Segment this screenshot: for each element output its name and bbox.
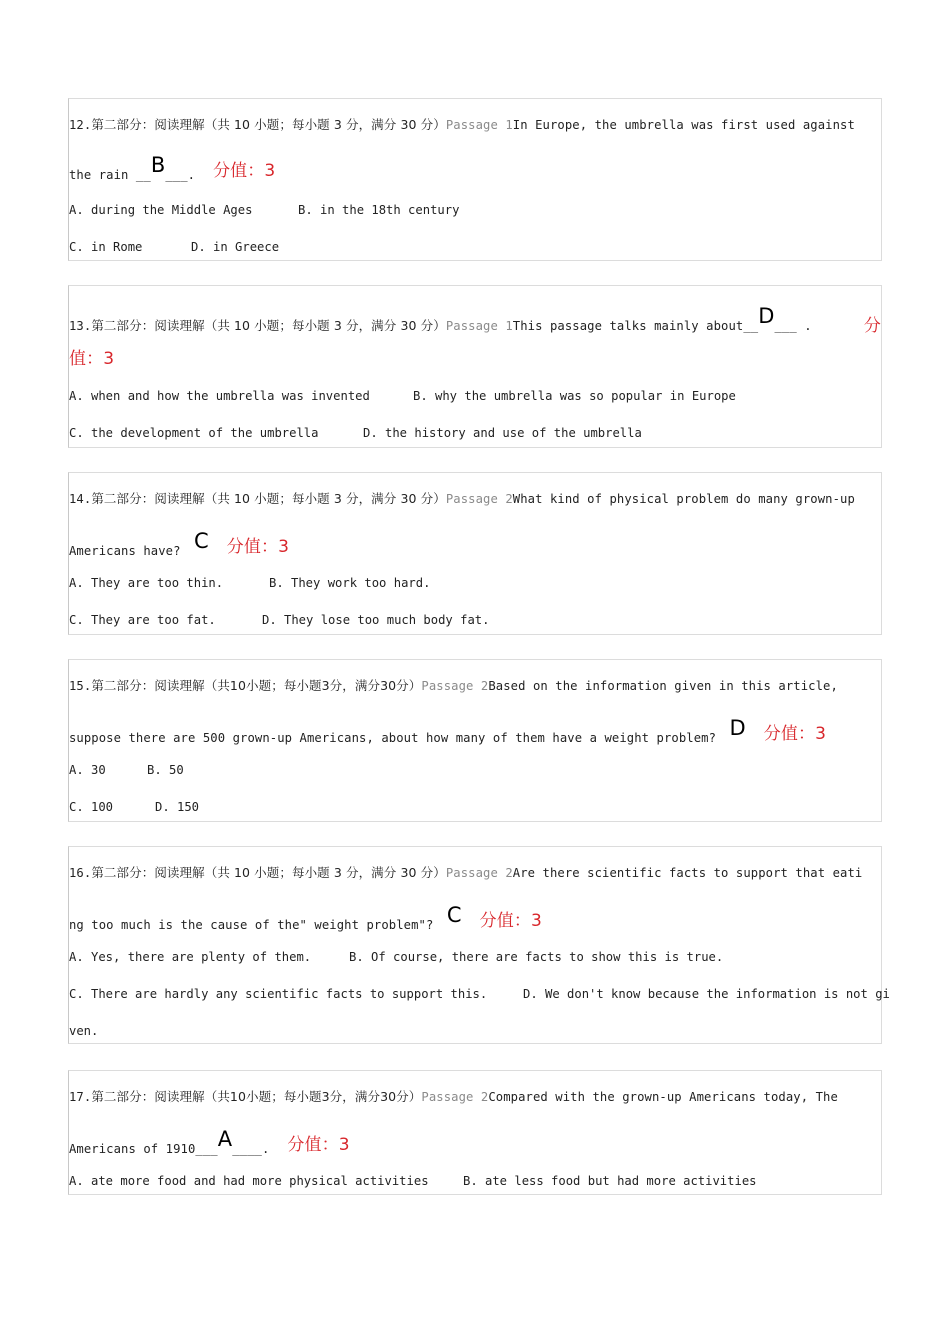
option-b: B. Of course, there are facts to show this is true. xyxy=(349,950,724,964)
option-a: A. ate more food and had more physical activities xyxy=(69,1174,429,1188)
option-c: C. in Rome xyxy=(69,240,143,254)
question-text: Are there scientific facts to support that eati xyxy=(512,866,863,880)
option-d: D. 150 xyxy=(155,800,200,814)
question-text: ___ . xyxy=(774,319,812,333)
option-c: C. 100 xyxy=(69,800,114,814)
question-text: ___. xyxy=(165,168,196,182)
answer-mark: D xyxy=(758,304,775,328)
answer-mark: B xyxy=(150,153,166,177)
answer-mark: C xyxy=(194,529,209,553)
option-d: D. the history and use of the umbrella xyxy=(363,426,642,440)
option-a: A. during the Middle Ages xyxy=(69,203,253,217)
question-stem-line-1 xyxy=(69,1087,881,1105)
option-c: C. They are too fat. xyxy=(69,613,216,627)
question-17 xyxy=(68,1070,882,1195)
question-stem-line-1 xyxy=(69,304,881,339)
question-14 xyxy=(68,472,882,635)
question-text: Based on the information given in this article, xyxy=(488,679,838,693)
option-c: C. There are hardly any scientific facts to support this. xyxy=(69,987,488,1001)
question-12 xyxy=(68,98,882,261)
passage-label: Passage 2 xyxy=(445,866,513,880)
question-stem-line-1 xyxy=(69,489,881,507)
question-text: What kind of physical problem do many grown-up xyxy=(512,492,855,506)
question-number: 15. xyxy=(69,679,92,693)
passage-label: Passage 2 xyxy=(421,1090,489,1104)
question-text: the rain __ xyxy=(69,168,151,182)
option-d: D. in Greece xyxy=(191,240,280,254)
question-text: Compared with the grown-up Americans today, The xyxy=(488,1090,838,1104)
option-b: B. why the umbrella was so popular in Europe xyxy=(413,389,736,403)
passage-label: Passage 1 xyxy=(445,319,513,333)
question-stem-line-1 xyxy=(69,676,881,694)
question-16 xyxy=(68,846,890,1044)
question-stem-line-2 xyxy=(69,1123,881,1173)
question-text: ng too much is the cause of the" weight problem"? xyxy=(69,918,434,932)
option-a: A. when and how the umbrella was invented xyxy=(69,389,370,403)
question-stem-line-2 xyxy=(69,712,881,762)
question-text: In Europe, the umbrella was first used against xyxy=(512,118,855,132)
option-b: B. in the 18th century xyxy=(298,203,460,217)
question-number: 17. xyxy=(69,1090,92,1104)
section-label: 第二部分：阅读理解（共10小题；每小题3分，满分30分） xyxy=(91,678,422,693)
question-text: Americans of 1910___ xyxy=(69,1142,218,1156)
section-label: 第二部分：阅读理解（共10小题；每小题3分，满分30分） xyxy=(91,1089,422,1104)
question-stem-line-2 xyxy=(69,151,881,199)
score-label: 值：3 xyxy=(69,349,115,368)
question-text: Americans have? xyxy=(69,544,181,558)
question-stem-line-1 xyxy=(69,863,881,881)
question-text: suppose there are 500 grown-up Americans, about how many of them have a weight problem? xyxy=(69,731,717,745)
option-b: B. They work too hard. xyxy=(269,576,431,590)
question-stem-line-2 xyxy=(69,899,881,949)
question-stem-line-2 xyxy=(69,525,881,575)
question-number: 14. xyxy=(69,492,92,506)
option-b: B. 50 xyxy=(147,763,184,777)
question-13 xyxy=(68,285,882,448)
question-number: 13. xyxy=(69,319,92,333)
section-label: 第二部分：阅读理解（共 10 小题；每小题 3 分，满分 30 分） xyxy=(91,318,446,333)
question-stem-line-1 xyxy=(69,115,881,133)
question-text: This passage talks mainly about__ xyxy=(512,319,759,333)
score-label: 分值：3 xyxy=(287,1135,350,1155)
answer-mark: D xyxy=(729,716,746,740)
question-number: 16. xyxy=(69,866,92,880)
option-d: D. We don't know because the information is not gi xyxy=(523,987,890,1001)
score-label: 分值：3 xyxy=(763,724,826,744)
question-number: 12. xyxy=(69,118,92,132)
answer-mark: C xyxy=(446,903,462,927)
option-a: A. They are too thin. xyxy=(69,576,224,590)
score-label: 分值：3 xyxy=(479,911,542,931)
option-a: A. 30 xyxy=(69,763,106,777)
passage-label: Passage 2 xyxy=(421,679,489,693)
score-label: 分 xyxy=(863,316,881,336)
section-label: 第二部分：阅读理解（共 10 小题；每小题 3 分，满分 30 分） xyxy=(91,117,446,132)
option-d-continued: ven. xyxy=(69,1024,99,1038)
section-label: 第二部分：阅读理解（共 10 小题；每小题 3 分，满分 30 分） xyxy=(91,865,446,880)
passage-label: Passage 1 xyxy=(445,118,513,132)
section-label: 第二部分：阅读理解（共 10 小题；每小题 3 分，满分 30 分） xyxy=(91,491,446,506)
score-line xyxy=(69,344,881,368)
option-a: A. Yes, there are plenty of them. xyxy=(69,950,312,964)
option-c: C. the development of the umbrella xyxy=(69,426,319,440)
option-b: B. ate less food but had more activities xyxy=(463,1174,757,1188)
option-d: D. They lose too much body fat. xyxy=(262,613,490,627)
score-label: 分值：3 xyxy=(213,161,276,181)
answer-mark: A xyxy=(217,1127,233,1151)
question-15 xyxy=(68,659,882,822)
score-label: 分值：3 xyxy=(226,537,289,557)
question-text: ____. xyxy=(232,1142,270,1156)
passage-label: Passage 2 xyxy=(445,492,513,506)
